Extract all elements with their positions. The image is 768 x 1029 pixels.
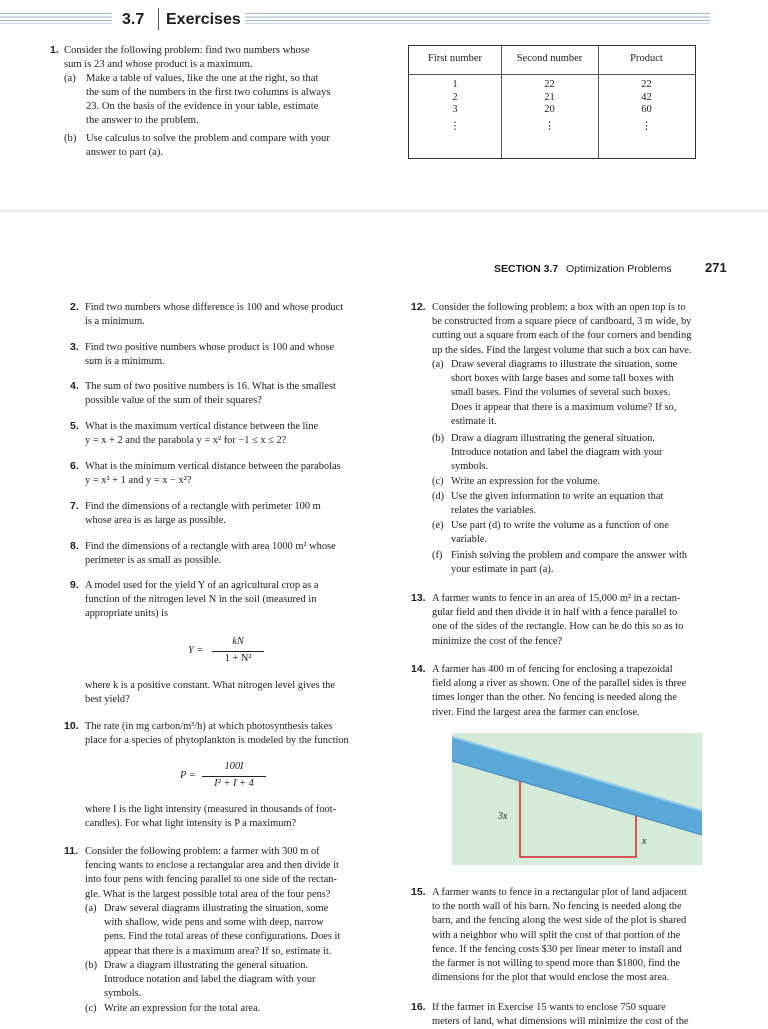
page-divider: [0, 210, 768, 213]
table-column-2: [501, 79, 598, 133]
exercise-number: 8.: [70, 540, 79, 552]
part-b-label: (b): [85, 960, 98, 971]
part-a-text: Draw several diagrams to illustrate the situation, some short boxes with large bases and some tall boxes with small bases. Find the volumes of several such boxes. Does it appear that there is a maximum volume? If so, estimate it.: [451, 359, 678, 427]
equation-numerator: kN: [232, 636, 244, 647]
equation-denominator: 1 + N²: [224, 653, 252, 664]
exercise-number: 4.: [70, 380, 79, 392]
header-rule-left: [0, 13, 112, 24]
exercise-number: 14.: [411, 663, 426, 675]
header-rule-right: [245, 13, 710, 24]
equation-photosynthesis: [180, 761, 270, 795]
part-e-label: (e): [432, 520, 444, 531]
exercise-number: 3.: [70, 341, 79, 353]
section-title: Exercises: [166, 11, 241, 28]
exercise-number: 2.: [70, 301, 79, 313]
part-a-label: (a): [64, 73, 76, 84]
exercise-number: 1.: [50, 44, 59, 56]
part-f-label: (f): [432, 550, 443, 561]
table-cell: 21: [544, 91, 555, 103]
label-3x: 3x: [498, 811, 508, 822]
equation-yield: [188, 636, 268, 670]
exercise-number: 16.: [411, 1001, 426, 1013]
exercise-number: 9.: [70, 579, 79, 591]
header-divider: [158, 8, 159, 30]
equation-numerator: 100I: [224, 761, 244, 772]
table-ellipsis: ⋮: [449, 120, 461, 132]
running-head-section: SECTION 3.7: [494, 263, 559, 275]
exercise-number: 13.: [411, 592, 426, 604]
table-cell: 60: [641, 104, 652, 115]
table-cell: 1: [452, 79, 458, 90]
page-number: 271: [705, 260, 727, 275]
table-header: Product: [630, 53, 663, 64]
part-e-text: Use part (d) to write the volume as a function of one variable.: [451, 520, 669, 546]
table-cell: 42: [641, 91, 652, 103]
part-b-label: (b): [432, 433, 445, 444]
exercise-number: 6.: [70, 460, 79, 472]
exercise-number: 10.: [64, 720, 79, 732]
table-ellipsis: ⋮: [544, 120, 555, 132]
table-column-3: [598, 79, 695, 133]
table-cell: 22: [641, 79, 652, 90]
part-a-text: Draw several diagrams illustrating the situation, some with shallow, wide pens and some with deep, narrow pens. Find the total areas of these configurations. Does it appear that there is a maximum area? If so, estimate it.: [104, 903, 341, 957]
part-c-label: (c): [85, 1003, 97, 1014]
part-c-label: (c): [432, 476, 444, 487]
part-b-label: (b): [64, 133, 77, 144]
equation-lhs: P =: [180, 770, 196, 781]
table-header: First number: [428, 53, 482, 64]
table-cell: 22: [544, 79, 555, 90]
exercise-number: 11.: [64, 845, 79, 857]
exercise-number: 12.: [411, 301, 426, 313]
label-x: x: [642, 836, 647, 847]
values-table: [408, 45, 696, 159]
part-c-text: Write an expression for the volume.: [451, 476, 601, 487]
equation-lhs: Y =: [188, 645, 204, 656]
exercise-text: Consider the following problem: find two numbers whose sum is 23 and whose product is a maximum.: [64, 45, 310, 70]
table-column-1: [409, 79, 501, 133]
part-c-text: Write an expression for the total area.: [104, 1003, 261, 1014]
running-head-title: Optimization Problems: [566, 263, 672, 275]
table-cell: 3: [452, 104, 458, 115]
part-b-text: Draw a diagram illustrating the general situation. Introduce notation and label the diagram with your symbols.: [104, 960, 316, 1000]
part-a-label: (a): [85, 903, 97, 914]
exercise-number: 7.: [70, 500, 79, 512]
part-d-label: (d): [432, 491, 445, 502]
exercise-number: 5.: [70, 420, 79, 432]
table-ellipsis: ⋮: [641, 120, 652, 132]
table-cell: 2: [452, 91, 458, 103]
exercise-number: 15.: [411, 886, 426, 898]
part-a-text: Make a table of values, like the one at the right, so that the sum of the numbers in the first two columns is always 23. On the basis of the evidence in your table, estimate the answer to the problem.: [86, 73, 331, 126]
part-f-text: Finish solving the problem and compare the answer with your estimate in part (a).: [451, 550, 688, 576]
equation-denominator: I² + I + 4: [214, 778, 254, 789]
part-d-text: Use the given information to write an equation that relates the variables.: [451, 491, 664, 517]
part-b-text: Draw a diagram illustrating the general situation. Introduce notation and label the diagram with your symbols.: [451, 433, 663, 473]
part-a-label: (a): [432, 359, 444, 370]
section-number: 3.7: [122, 11, 145, 28]
river-field-figure: [452, 733, 702, 865]
part-b-text: Use calculus to solve the problem and compare with your answer to part (a).: [86, 133, 330, 158]
table-cell: 20: [544, 104, 555, 115]
figure-svg: [452, 733, 702, 865]
table-header: Second number: [516, 53, 583, 64]
